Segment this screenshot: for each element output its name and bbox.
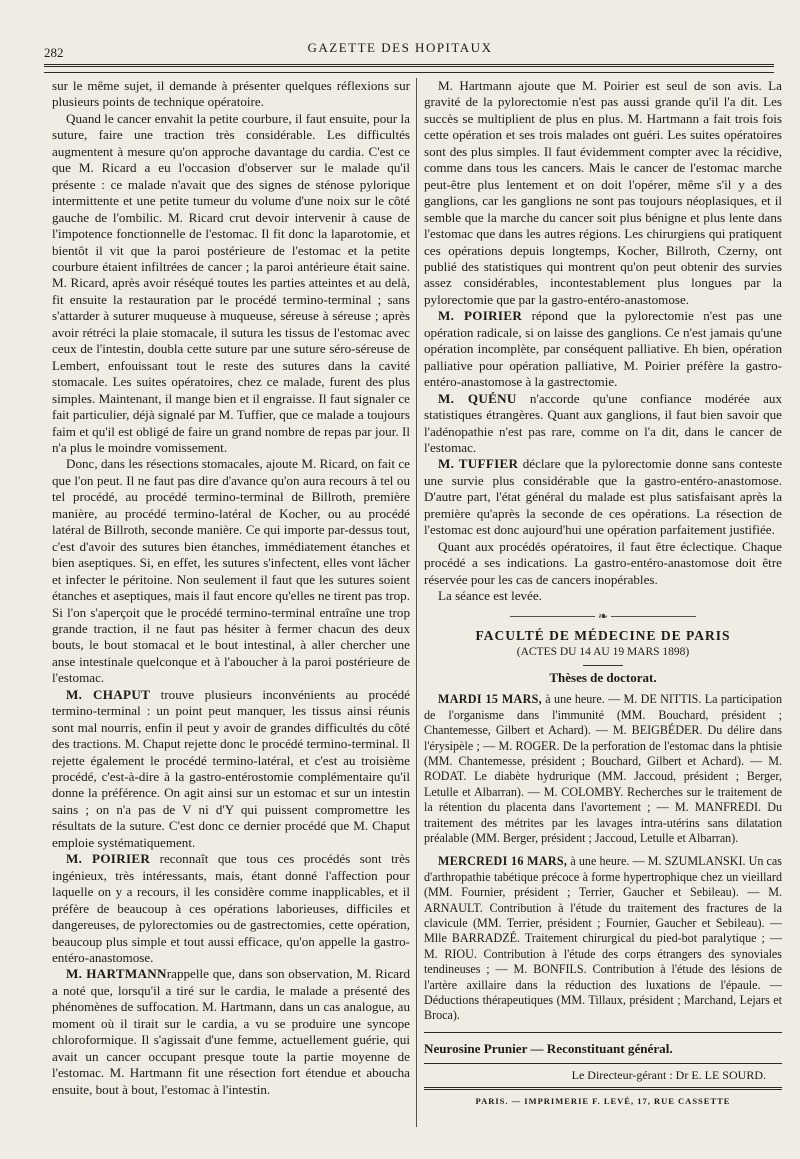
director-signature: Le Directeur-gérant : Dr E. LE SOURD. [571,1068,766,1083]
speaker-name: M. POIRIER [438,308,523,324]
advertisement: Neurosine Prunier — Reconstituant général. [424,1040,673,1056]
speaker-name: M. HARTMANN [66,966,167,982]
footer-rule [424,1063,782,1064]
paragraph: sur le même sujet, il demande à présenter quelques réflexions sur plusieurs points de technique opératoire. [52,78,410,110]
theses-entry [424,692,782,846]
speaker-text: rappelle que, dans son observation, M. Ricard a noté que, lorsqu'il a tiré sur le cardia, le malade a présenté des phénomènes de suffocation. M. Hartmann, dans un cas analogue, au moment où il tirait sur le cardia, a vu se produire une syncope chloroformique. Il s'agissait d'une femme, actuellement guérie, qui avait un cancer occupant presque toute la partie moyenne de l'estomac. M. Hartmann fit une résection fort étendue et aboucha ensuite, bout à bout, l'estomac à l'intestin. [52,966,410,1097]
theses-text: à une heure. — M. DE NITTIS. La participation de l'organisme dans l'immunité (MM. Bouchard, président ; Chantemesse, Gilbert et Achard). — M. BEIGBÉDER. Du délire dans l'érysipèle ; — M. ROGER. De la perforation de l'estomac dans la phtisie (MM. Chantemesse, président ; Bouchard, Gilbert et Achard). — M. RODAT. Le diabète hydrurique (MM. Jaccoud, président ; Berger, Letulle et Albarran). — M. COLOMBY. Recherches sur le traitement de la rétention du placenta dans l'avortement ; — M. MANFREDI. Du traitement des métrites par les lavages intra-utérins sans dilatation préalable (MM. Berger, président ; Jaccoud, Letulle et Albarran). [424,692,782,845]
speaker-text: répond que la pylorectomie n'est pas une opération radicale, si on laisse des ganglions. Ce n'est jamais qu'une opération incomplète, par conséquent palliative. Eh bien, opération palliative pour opération palliative, M. Poirier préfère la gastro-entéro-anastomose à la gastrectomie. [424,308,782,390]
left-column [52,78,410,1098]
footer-rule [424,1032,782,1033]
speaker-text: trouve plusieurs inconvénients au procédé termino-terminal : un point peut manquer, les tissus ainsi réunis sont mal nourris, enfin il peut y avoir de grandes difficultés du côté des tractions. M. Chaput rejette donc le procédé termino-terminal. Il rejette également le procédé termino-latéral, et c'est au troisième procédé, c'est-à-dire à la gastro-entérostomie complémentaire qu'il donne la préférence. On agit ainsi sur un estomac et sur un intestin sains ; on n'a pas de V ni d'Y qui puissent compromettre les résultats de la suture. C'est donc ce dernier procédé que M. Chaput emploie systématiquement. [52,686,410,850]
header-rule [44,64,774,67]
speaker-paragraph [424,308,782,390]
theses-list [424,692,782,1024]
footer-double-rule [424,1087,782,1090]
running-title: GAZETTE DES HOPITAUX [307,40,493,55]
header-rule-thin [44,72,774,73]
closing-line: La séance est levée. [438,588,542,604]
speaker-paragraph [424,391,782,457]
theses-entry [424,854,782,1023]
theses-day: MARDI 15 MARS, [438,692,542,707]
speaker-text: reconnaît que tous ces procédés sont très ingénieux, très intéressants, mais, étant donné l'affection pour laquelle on y a recours, il les considère comme inapplicables, et il préfère de beaucoup à ces opérations laborieuses, difficiles et dangereuses, de pylorectomies ou de gastrectomies, cette opération, beaucoup plus simple et tout aussi efficace, qu'on appelle la gastro-entéro-anastomose. [52,851,410,966]
subsection-title: Thèses de doctorat. [549,669,657,685]
speaker-name: M. CHAPUT [66,686,151,702]
speaker-paragraph [52,851,410,966]
paragraph: Quant aux procédés opératoires, il faut être éclectique. Chaque procédé a ses indications. La gastro-entéro-anastomose doit être réservée pour les cas de cancers inopérables. [424,538,782,587]
column-separator [416,78,417,1127]
section-title: FACULTÉ DE MÉDECINE DE PARIS [475,627,731,643]
page-number: 282 [44,45,64,60]
speaker-name: M. QUÉNU [438,390,517,406]
speaker-text: déclare que la pylorectomie donne sans conteste une survie plus considérable que la gastro-entéro-anastomose. D'autre part, l'état général du malade est plus satisfaisant après la première qu'après la seconde de ces opérations. La résection de l'estomac est donc aujourd'hui une opération parfaitement justifiée. [424,456,783,538]
speaker-paragraph [52,966,410,1098]
short-divider [583,665,623,666]
printer-imprint: PARIS. — IMPRIMERIE F. LEVÉ, 17, RUE CASSETTE [475,1095,731,1106]
ornament-divider: ────────── ❧ ────────── [509,608,697,623]
right-column [424,78,782,1109]
paragraph: M. Hartmann ajoute que M. Poirier est seul de son avis. La gravité de la pylorectomie n'est pas aussi grande qu'il l'a dit. Les succès se multiplient de plus en plus. M. Hartmann a fait trois fois cette opération et ses trois malades ont guéri. Les suites opératoires sont des plus simples. Il faut évidemment compter avec la récidive, comme dans tous les cancers. Mais le cancer de l'estomac marche peut-être plus lentement et on doit l'opérer, même s'il y a des ganglions, car les ganglions ne sont pas toujours néoplasiques, et il semble que la marche du cancer soit plus bénigne et plus lente dans l'estomac que dans les autres régions. Les chirurgiens qui pratiquent ces opérations depuis longtemps, Kocher, Billroth, Czerny, ont publié des statistiques qui montrent qu'on peut obtenir des survies assez considérables, incontestablement plus longues par la pylorectomie que par la gastro-entéro-anastomose. [424,78,782,307]
theses-day: MERCREDI 16 MARS, [438,854,568,869]
speaker-text: n'accorde qu'une confiance modérée aux statistiques étrangères. Quant aux ganglions, il faut bien savoir que l'adénopathie n'est pas rare, comme on l'a dit, dans le cancer de l'estomac. [424,390,782,455]
speaker-name: M. POIRIER [66,851,151,867]
paragraph: Donc, dans les résections stomacales, ajoute M. Ricard, on fait ce que l'on peut. Il ne faut pas dire d'avance qu'on aura recours à tel ou tel procédé, au procédé termino-terminal de Billroth, première manière, au procédé termino-latéral de Kocher, ou au procédé latéral de Billroth, seconde manière. Ce qui importe par-dessus tout, c'est d'avoir des sutures bien étanches, immédiatement étanches et bien aseptiques. Si, en effet, les sutures s'infectent, elles vont lâcher et infecter le péritoine. Non seulement il faut que les sutures soient étanches et aseptiques, mais il faut encore qu'elles ne tirent pas trop. Si l'on s'aperçoit que le procédé termino-terminal entraîne une trop grande traction, il ne faut pas hésiter à fermer chacun des deux bouts, le bout stomacal et le bout intestinal, à aller chercher une anse intestinale quelconque et à l'aboucher à la paroi postérieure de l'estomac. [52,456,410,686]
speaker-paragraph [52,687,410,852]
section-subtitle: (ACTES DU 14 AU 19 MARS 1898) [516,646,690,659]
theses-text: à une heure. — M. SZUMLANSKI. Un cas d'arthropathie tabétique précoce à forme hypertrophique chez un vieillard (MM. Fournier, président ; Terrier, Gaucher et Sebileau). — M. ARNAULT. Contribution à l'étude du traitement des fractures de la clavicule (MM. Terrier, président ; Fournier, Gaucher et Sebileau). — Mlle BARRADZÉ. Traitement chirurgical du pied-bot paralytique ; — M. RIOU. Contribution à l'étude des corps étrangers des synoviales tendineuses ; — M. BONFILS. Contribution à l'étude des lésions de l'artère axillaire dans la réduction des luxations de l'épaule. — Déductions thérapeutiques (MM. Tillaux, président ; Marchand, Lejars et Broca). [424,854,782,1023]
speaker-paragraph [424,456,782,538]
paragraph: Quand le cancer envahit la petite courbure, il faut ensuite, pour la suture, faire une traction très considérable. Les difficultés augmentent à mesure qu'on approche davantage du cardia. C'est ce que M. Ricard a eu l'occasion d'observer sur le malade qu'il présente : ce malade n'avait que des signes de sténose pylorique intermittente et une petite tumeur du volume d'une noix sur le côté gauche de l'ombilic. M. Ricard crut devoir intervenir à cause de l'impotence fonctionnelle de l'estomac. Il fit donc la laparotomie, et bientôt il vit que la paroi postérieure de l'estomac et la petite courbure étaient infiltrées de cancer ; la paroi antérieure était saine. M. Ricard, après avoir réséqué toutes les parties atteintes et au delà, fit ensuite la restauration par le procédé termino-terminal ; sans s'attarder à suturer muqueuse à muqueuse, séreuse à séreuse ; après avoir rétréci la plaie stomacale, il sutura les tissus de l'estomac avec ceux de l'intestin, doubla cette suture par une suture séro-séreuse de Lembert, enfouissant tout le reste des sutures dans la cavité stomacale. Les suites opératoires, chez ce malade, furent des plus simples. Maintenant, il mange bien et il engraisse. Il faut signaler ce fait particulier, déjà signalé par M. Tuffier, que ce malade a toujours faim et qu'il est obligé de faire un grand nombre de repas par jour. Il n'a plus le moindre vomissement. [52,110,410,455]
speaker-name: M. TUFFIER [438,456,519,472]
